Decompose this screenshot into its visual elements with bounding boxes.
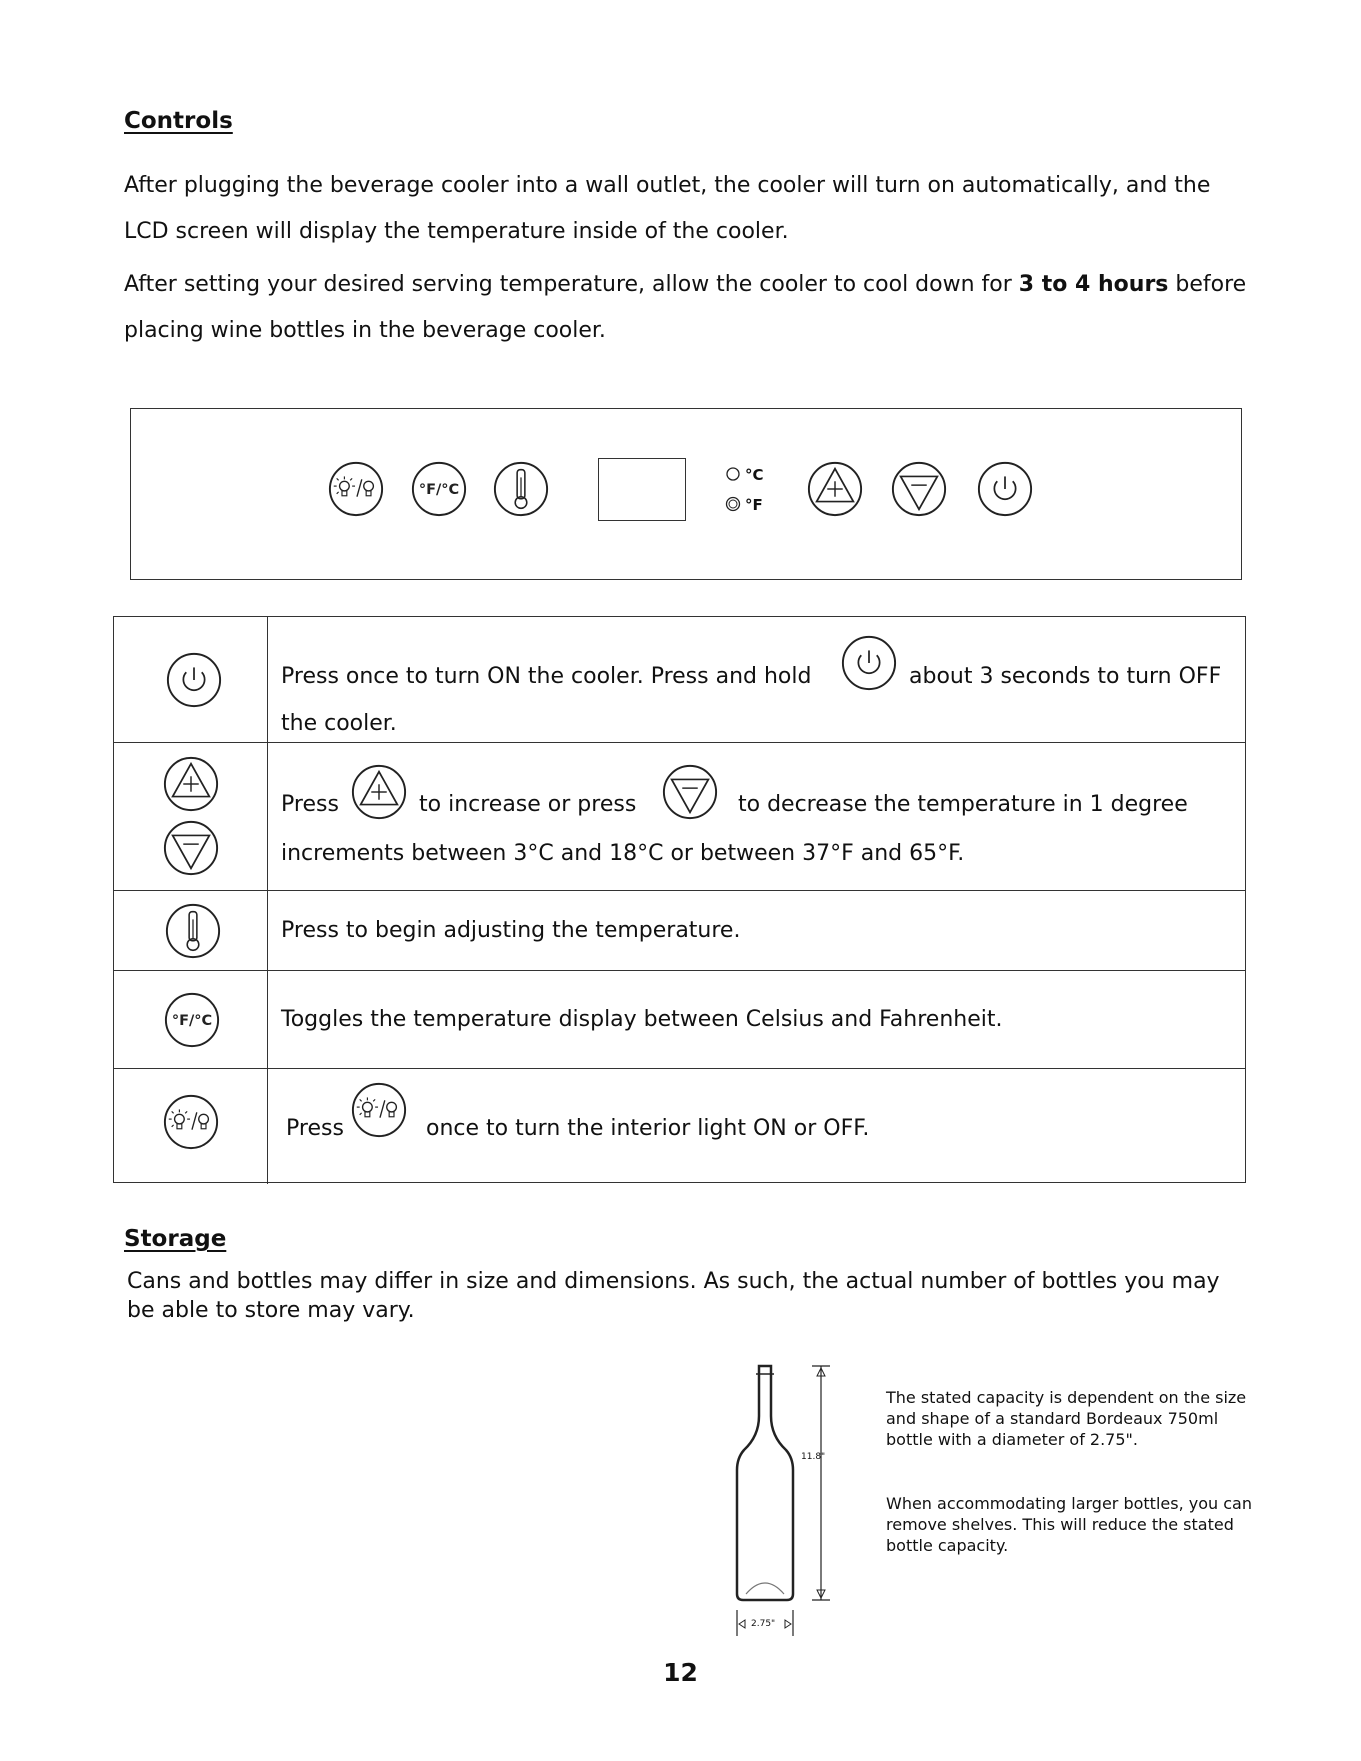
bottle-height-label: 11.8" bbox=[801, 1452, 826, 1462]
control-panel-diagram bbox=[130, 408, 1242, 580]
controls-paragraph-2: After setting your desired serving temperature, allow the cooler to cool down for 3 to 4 hours before placing wine bottles in the beverage cooler. bbox=[124, 272, 1247, 343]
light-icon bbox=[327, 460, 385, 518]
table-icon-cell bbox=[114, 743, 268, 890]
light-description: once to turn the interior light ON or OFF. bbox=[426, 1116, 870, 1141]
adjust-mid-text: to increase or press bbox=[419, 792, 637, 817]
up-arrow-icon bbox=[806, 460, 864, 518]
celsius-label: °C bbox=[745, 466, 764, 484]
table-row-light bbox=[114, 1069, 1245, 1184]
power-icon-inline bbox=[840, 634, 898, 692]
up-arrow-icon-inline bbox=[350, 763, 408, 821]
power-description-line-1-end: about 3 seconds to turn OFF bbox=[909, 664, 1222, 689]
controls-paragraph-1: After plugging the beverage cooler into a wall outlet, the cooler will turn on automatically, and the LCD screen will display the temperature inside of the cooler. bbox=[124, 173, 1211, 244]
table-row-unit-toggle bbox=[114, 971, 1245, 1069]
table-row-temperature-adjust bbox=[114, 743, 1245, 891]
power-description-line-2: the cooler. bbox=[281, 711, 397, 736]
table-icon-cell bbox=[114, 971, 268, 1068]
controls-table bbox=[113, 616, 1246, 1183]
power-icon bbox=[976, 460, 1034, 518]
thermometer-description: Press to begin adjusting the temperature. bbox=[281, 918, 741, 943]
table-icon-cell bbox=[114, 617, 268, 742]
storage-paragraph: Cans and bottles may differ in size and dimensions. As such, the actual number of bottles you may be able to store may vary. bbox=[127, 1269, 1220, 1323]
down-arrow-icon bbox=[890, 460, 948, 518]
storage-heading: Storage bbox=[124, 1226, 227, 1252]
adjust-press-label: Press bbox=[281, 792, 339, 817]
fahrenheit-indicator-icon bbox=[725, 496, 741, 512]
fahrenheit-label: °F bbox=[745, 496, 763, 514]
down-arrow-icon-inline bbox=[661, 763, 719, 821]
cooldown-duration: 3 to 4 hours bbox=[1018, 272, 1169, 297]
lcd-display bbox=[598, 458, 686, 521]
adjust-post-text: to decrease the temperature in 1 degree bbox=[738, 792, 1188, 817]
up-arrow-icon bbox=[162, 755, 220, 813]
fahrenheit-celsius-icon bbox=[163, 991, 221, 1049]
bottle-width-label: 2.75" bbox=[751, 1619, 776, 1629]
light-icon bbox=[162, 1093, 220, 1151]
capacity-note: The stated capacity is dependent on the size and shape of a standard Bordeaux 750ml bottle with a diameter of 2.75". bbox=[886, 1388, 1247, 1449]
table-icon-cell bbox=[114, 1069, 268, 1184]
light-press-label: Press bbox=[286, 1116, 344, 1141]
thermometer-icon bbox=[164, 902, 222, 960]
light-icon-inline bbox=[350, 1081, 408, 1139]
shelves-note: When accommodating larger bottles, you can remove shelves. This will reduce the stated bottle capacity. bbox=[886, 1494, 1252, 1555]
down-arrow-icon bbox=[162, 819, 220, 877]
wine-bottle-diagram bbox=[730, 1362, 840, 1642]
power-description-line-1: Press once to turn ON the cooler. Press and hold bbox=[281, 664, 812, 689]
adjust-range-text: increments between 3°C and 18°C or between 37°F and 65°F. bbox=[281, 841, 965, 866]
thermometer-icon bbox=[492, 460, 550, 518]
celsius-indicator-icon bbox=[725, 466, 741, 482]
unit-toggle-description: Toggles the temperature display between Celsius and Fahrenheit. bbox=[281, 1007, 1003, 1032]
fahrenheit-celsius-icon bbox=[410, 460, 468, 518]
page-number: 12 bbox=[663, 1658, 698, 1687]
table-row-power bbox=[114, 617, 1245, 743]
controls-heading: Controls bbox=[124, 108, 233, 134]
power-icon bbox=[165, 651, 223, 709]
table-icon-cell bbox=[114, 891, 268, 970]
table-row-thermometer bbox=[114, 891, 1245, 971]
